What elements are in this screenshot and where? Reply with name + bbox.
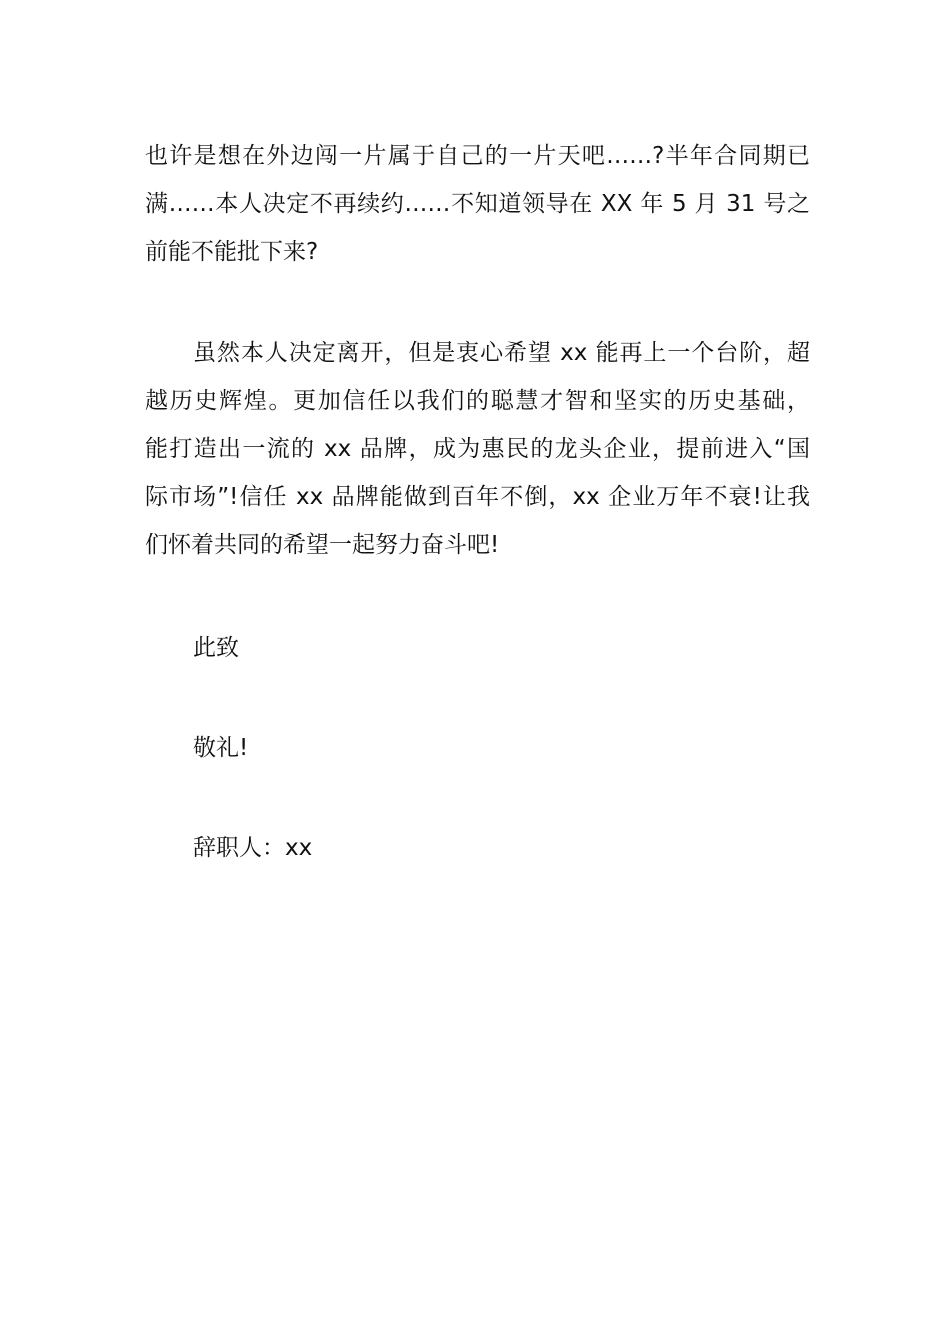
closing-salutation: 此致 bbox=[193, 635, 239, 661]
paragraph-contract bbox=[145, 132, 810, 276]
paragraph-wishes bbox=[145, 329, 810, 569]
paragraph-line: 满……本人决定不再续约……不知道领导在 XX 年 5 月 31 号之 bbox=[145, 191, 810, 217]
paragraph-line: 际市场”!信任 xx 品牌能做到百年不倒，xx 企业万年不衰!让我 bbox=[145, 484, 810, 510]
paragraph-line: 前能不能批下来? bbox=[145, 239, 319, 265]
paragraph-line: 们怀着共同的希望一起努力奋斗吧! bbox=[145, 532, 500, 558]
paragraph-line: 虽然本人决定离开，但是衷心希望 xx 能再上一个台阶，超 bbox=[193, 340, 810, 366]
closing-respect: 敬礼! bbox=[193, 735, 249, 761]
signature-line: 辞职人：xx bbox=[193, 835, 313, 861]
paragraph-line: 能打造出一流的 xx 品牌，成为惠民的龙头企业，提前进入“国 bbox=[145, 436, 810, 462]
paragraph-line: 越历史辉煌。更加信任以我们的聪慧才智和坚实的历史基础， bbox=[145, 388, 810, 414]
paragraph-line: 也许是想在外边闯一片属于自己的一片天吧……?半年合同期已 bbox=[145, 143, 810, 169]
